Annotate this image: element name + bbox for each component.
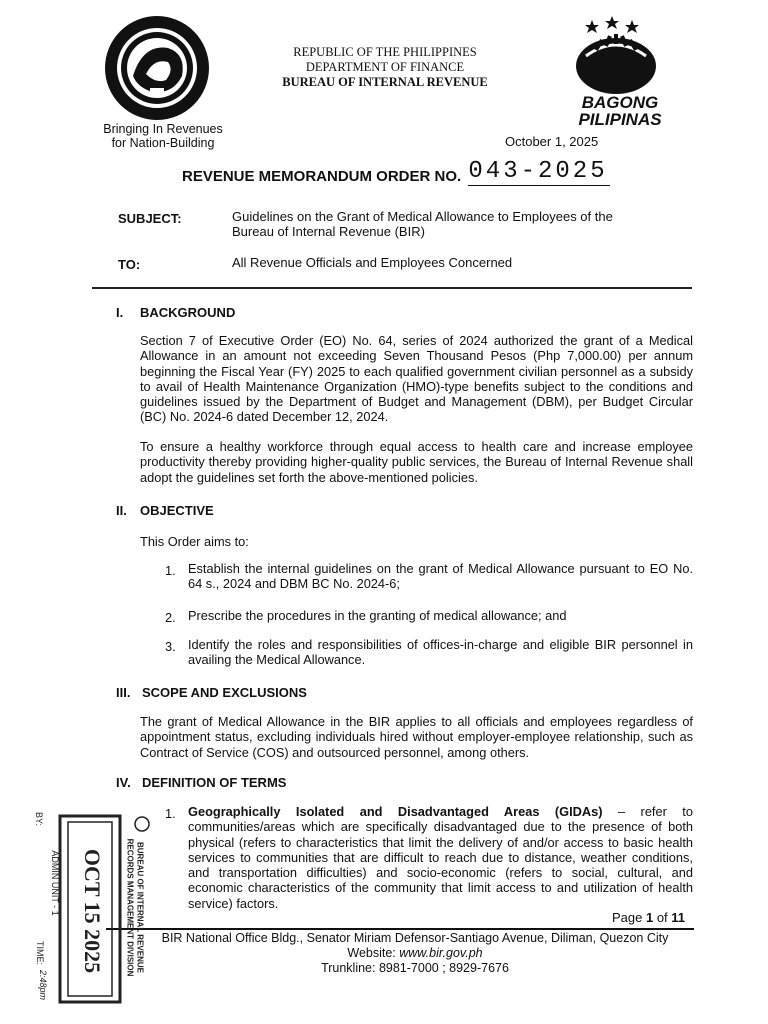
received-stamp	[34, 808, 150, 1008]
objective-1-text: Establish the internal guidelines on the grant of Medical Allowance pursuant to EO No. 64 s., 2024 and DBM BC No. 2024-6;	[188, 561, 693, 592]
stamp-unit: ADMIN UNIT - 1	[50, 850, 60, 916]
footer-trunkline: Trunkline: 8981-7000 ; 8929-7676	[321, 961, 509, 975]
bir-seal-icon	[98, 14, 216, 122]
seal-ring-text-top	[118, 18, 198, 19]
section-4-number: IV.	[116, 775, 131, 790]
header-department: DEPARTMENT OF FINANCE	[305, 60, 465, 74]
bagong-text: BAGONG	[581, 93, 659, 112]
section-4-title: DEFINITION OF TERMS	[142, 775, 287, 790]
subject-line-1: Guidelines on the Grant of Medical Allowance to Employees of the	[232, 209, 613, 224]
seal-ring-text-bottom	[118, 110, 198, 111]
tagline-line-1: Bringing In Revenues	[103, 122, 223, 136]
stamp-by-label: BY:	[34, 811, 45, 827]
tagline-line-2: for Nation-Building	[111, 136, 215, 150]
document-date: October 1, 2025	[505, 134, 599, 149]
subject-label: SUBJECT:	[118, 211, 182, 226]
footer-address: BIR National Office Bldg., Senator Miriam Defensor-Santiago Avenue, Diliman, Quezon City	[161, 931, 669, 945]
section-1-number: I.	[116, 305, 124, 320]
order-label: REVENUE MEMORANDUM ORDER NO.	[182, 168, 462, 185]
bir-seal	[98, 14, 216, 122]
section-2-title: OBJECTIVE	[140, 503, 214, 518]
page-total: 11	[671, 910, 686, 925]
pilipinas-text: PILIPINAS	[578, 110, 662, 129]
definition-1	[188, 804, 693, 911]
definition-1-text: – refer to communities/areas which are specifically disadvantaged due to the presence of both physical (refers to characteristics that limit the delivery of and/or access to basic health services to communities that are difficult to reach due to distance, weather conditions, and transportation difficulties) and socio-economic (refers to social, cultural, and economic characteristics of the community that limit access to and utilization of health service) factors.	[188, 804, 693, 911]
bagong-pilipinas-text	[560, 94, 680, 128]
definition-1-term: Geographically Isolated and Disadvantaged Areas (GIDAs)	[188, 804, 603, 819]
footer-divider	[106, 928, 694, 930]
agency-header	[200, 45, 570, 90]
section-1-paragraph-1: Section 7 of Executive Order (EO) No. 64, series of 2024 authorized the grant of a Medical Allowance in an amount not exceeding Seven Thousand Pesos (Php 7,000.00) per annum beginning the Fiscal Year (FY) 2025 to each qualified government civilian personnel as a subsidy to avail of Health Maintenance Organization (HMO)-type benefits subject to the conditions and guidelines issued by the Department of Budget and Management (DBM), per Budget Circular (BC) No. 2024-6 dated December 12, 2024.	[140, 333, 693, 425]
tagline	[88, 122, 238, 150]
page-of: of	[653, 910, 672, 925]
stamp-time: 2:48pm	[38, 969, 49, 1001]
page-current: 1	[645, 910, 654, 925]
stamp-office-line-1: BUREAU OF INTERNAL REVENUE	[135, 842, 145, 973]
order-number: 043-2025	[468, 158, 608, 185]
stamp-time-label: TIME:	[35, 941, 45, 965]
section-2-intro: This Order aims to:	[140, 534, 249, 549]
objective-2-text: Prescribe the procedures in the granting of medical allowance; and	[188, 608, 567, 623]
footer-website-label: Website:	[347, 946, 400, 960]
section-3-paragraph: The grant of Medical Allowance in the BIR applies to all officials and employees regardless of appointment status, excluding individuals hired without employer-employee relationship, such as Contract of Service (COS) and outsourced personnel, among others.	[140, 714, 693, 760]
header-bureau: BUREAU OF INTERNAL REVENUE	[282, 75, 488, 89]
footer-website-line	[120, 946, 710, 961]
page-prefix: Page	[612, 910, 646, 925]
order-number-underline	[468, 185, 610, 186]
subject-value	[232, 209, 692, 239]
footer-website: www.bir.gov.ph	[399, 946, 483, 960]
bagong-pilipinas-logo-icon	[572, 16, 668, 96]
objective-3-number: 3.	[165, 639, 176, 654]
to-value: All Revenue Officials and Employees Concerned	[232, 255, 513, 270]
subject-line-2: Bureau of Internal Revenue (BIR)	[232, 224, 425, 239]
header-divider	[92, 287, 692, 289]
to-label: TO:	[118, 257, 141, 272]
section-3-title: SCOPE AND EXCLUSIONS	[142, 685, 307, 700]
objective-2-number: 2.	[165, 610, 176, 625]
stamp-office-line-2: RECORDS MANAGEMENT DIVISION	[125, 838, 135, 977]
section-2-number: II.	[116, 503, 127, 518]
section-3-number: III.	[116, 685, 131, 700]
bagong-pilipinas-logo	[572, 16, 668, 96]
stamp-date: OCT 15 2025	[80, 848, 105, 974]
page-indicator	[612, 910, 685, 925]
section-1-paragraph-2: To ensure a healthy workforce through equal access to health care and increase employee productivity thereby providing higher-quality public services, the Bureau of Internal Revenue shall adopt the guidelines set forth the above-mentioned policies.	[140, 439, 693, 485]
header-republic: REPUBLIC OF THE PHILIPPINES	[293, 45, 477, 59]
footer	[120, 931, 710, 976]
section-1-title: BACKGROUND	[140, 305, 236, 320]
objective-1-number: 1.	[165, 563, 176, 578]
objective-3-text: Identify the roles and responsibilities of offices-in-charge and eligible BIR personnel in availing the Medical Allowance.	[188, 637, 693, 668]
definition-1-number: 1.	[165, 806, 176, 821]
